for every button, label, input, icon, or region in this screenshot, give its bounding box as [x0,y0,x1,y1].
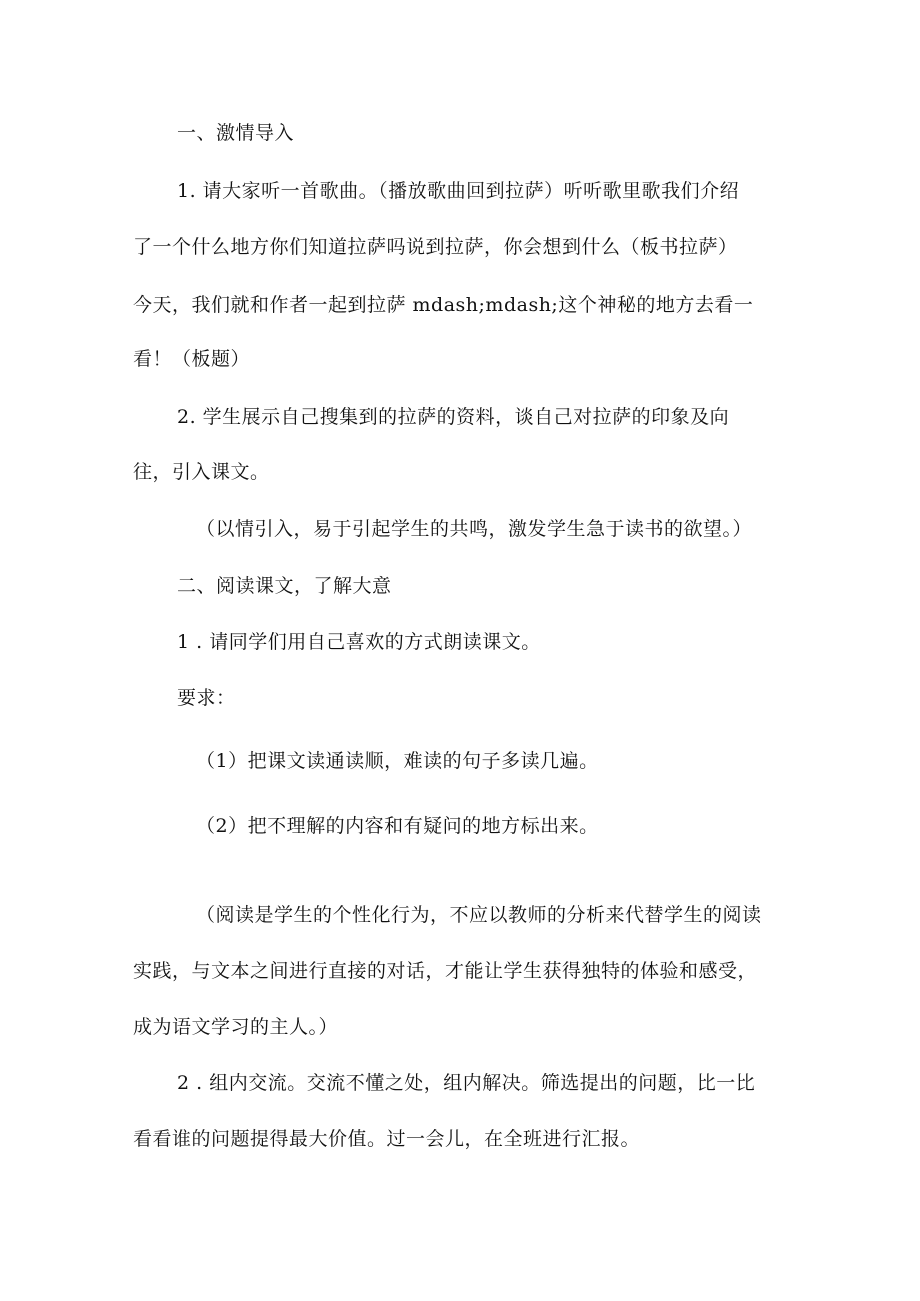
item-1: 1 . 请同学们用自己喜欢的方式朗读课文。 [177,631,541,653]
section-heading-intro: 一、激情导入 [177,122,295,144]
paragraph-1-line-4: 看！（板题） [133,348,251,370]
paragraph-1-line-3: 今天，我们就和作者一起到拉萨 mdash;mdash;这个神秘的地方去看一 [133,294,754,316]
paragraph-1-line-2: 了一个什么地方你们知道拉萨吗说到拉萨，你会想到什么（板书拉萨） [133,236,738,258]
section-heading-reading: 二、阅读课文，了解大意 [177,575,392,597]
requirement-1: （1）把课文读通读顺，难读的句子多读几遍。 [196,750,599,772]
note-intro: （以情引入，易于引起学生的共鸣，激发学生急于读书的欲望。） [196,518,753,540]
note-reading-line-3: 成为语文学习的主人。） [133,1016,339,1038]
note-reading-line-2: 实践，与文本之间进行直接的对话，才能让学生获得独特的体验和感受， [133,960,758,982]
requirement-2: （2）把不理解的内容和有疑问的地方标出来。 [196,815,599,837]
item-2-line-2: 看看谁的问题提得最大价值。过一会儿，在全班进行汇报。 [133,1128,641,1150]
requirement-label: 要求： [177,687,236,709]
note-reading-line-1: （阅读是学生的个性化行为，不应以教师的分析来代替学生的阅读 [196,904,762,926]
paragraph-2-line-1: 2. 学生展示自己搜集到的拉萨的资料，谈自己对拉萨的印象及向 [177,406,730,428]
paragraph-2-line-2: 往，引入课文。 [133,461,270,483]
item-2-line-1: 2 . 组内交流。交流不懂之处，组内解决。筛选提出的问题，比一比 [177,1072,756,1094]
paragraph-1-line-1: 1. 请大家听一首歌曲。（播放歌曲回到拉萨）听听歌里歌我们介绍 [177,180,740,202]
